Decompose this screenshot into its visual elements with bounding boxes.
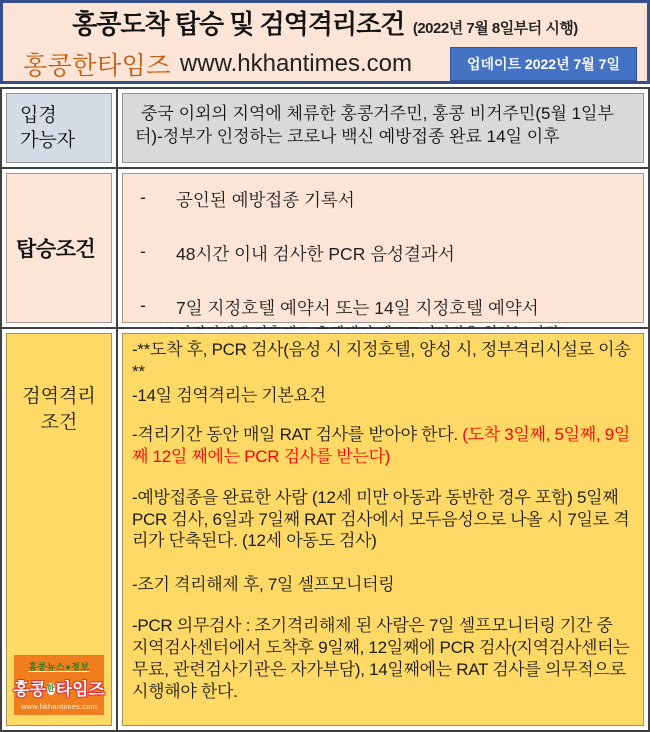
conditions-table (0, 87, 650, 732)
logo-name: 홍콩 한 타임즈 (13, 680, 105, 699)
boarding-label: 탑승조건 (6, 173, 112, 323)
logo-tagline: 홍콩뉴스●정보 (28, 662, 90, 672)
entry-label-cell (2, 89, 116, 167)
dash-bullet: - (140, 295, 146, 315)
entry-label-line1: 입경 (20, 104, 57, 126)
update-date-badge: 업데이트 2022년 7월 7일 (450, 47, 637, 81)
brand-line (11, 46, 639, 82)
quarantine-mandatory-pcr: -PCR 의무검사 : 조기격리해제 된 사람은 7일 셀프모니터링 기간 중 지역검사센터에서 도착후 9일째, 12일째에 PCR 검사(지역검사센터는 무료, 관련검사기관은 자가부담), 14일째에는 RAT 검사를 의무적으로 시행해야 한다. (132, 616, 630, 702)
quarantine-pcr-days-highlight: (도착 3일째, 5일째, 9일째 12일 째에는 PCR 검사를 받는다) (132, 424, 631, 466)
quarantine-arrival-test: -**도착 후, PCR 검사(음성 시 지정호텔, 양성 시, 정부격리시설로 이송** (132, 340, 631, 381)
quarantine-basic-requirement: -14일 검역격리는 기본요건 (132, 385, 326, 405)
quarantine-content-cell (118, 329, 648, 730)
quarantine-label-cell (2, 329, 116, 730)
page-title: 홍콩도착 탑승 및 검역격리조건 (72, 9, 405, 39)
title-effective-date: (2022년 7월 8일부터 시행) (412, 20, 578, 37)
quarantine-label (6, 333, 112, 726)
entry-label (6, 93, 112, 163)
website-link[interactable]: www.hkhantimes.com (179, 50, 412, 77)
quarantine-content (122, 333, 644, 726)
boarding-content-cell (118, 169, 648, 327)
boarding-item-hotel-booking: - 7일 지정호텔 예약서 또는 14일 지정호텔 예약서 (140, 295, 539, 318)
entry-label-line2: 가능자 (20, 130, 76, 151)
dash-bullet: - (140, 241, 146, 261)
quarantine-label-text: 검역격리 조건 (22, 386, 96, 433)
quarantine-vaccinated-shortening: -예방접종을 완료한 사람 (12세 미만 아동과 동반한 경우 포함) 5일째 PCR 검사, 6일과 7일째 RAT 검사에서 모두음성으로 나올 시 7일로 격리가 단축된다. (12세 아동도 검사) (132, 487, 630, 551)
entry-content: 중국 이외의 지역에 체류한 홍콩거주민, 홍콩 비거주민(5월 1일부터)-정부가 인정하는 코로나 백신 예방접종 완료 14일 이후 (122, 93, 644, 163)
quarantine-daily-rat: -격리기간 동안 매일 RAT 검사를 받아야 한다. (도착 3일째, 5일째, 9일째 12일 째에는 PCR 검사를 받는다) (132, 424, 631, 466)
title-line (11, 8, 639, 45)
brand-name: 홍콩한타임즈 (23, 52, 171, 80)
boarding-content (122, 173, 644, 323)
quarantine-self-monitoring: -조기 격리해제 후, 7일 셀프모니터링 (132, 575, 395, 595)
boarding-label-cell (2, 169, 116, 327)
hkhantimes-logo (14, 655, 104, 715)
logo-han-circle-icon: 한 (46, 684, 55, 693)
logo-url[interactable]: www.hkhantimes.com (20, 702, 98, 711)
dash-bullet: - (140, 187, 146, 207)
boarding-item-vaccination-record: - 공인된 예방접종 기록서 (140, 187, 355, 210)
entry-content-cell (118, 89, 648, 167)
header (0, 0, 650, 84)
boarding-item-pcr-result: - 48시간 이내 검사한 PCR 음성결과서 (140, 241, 455, 264)
